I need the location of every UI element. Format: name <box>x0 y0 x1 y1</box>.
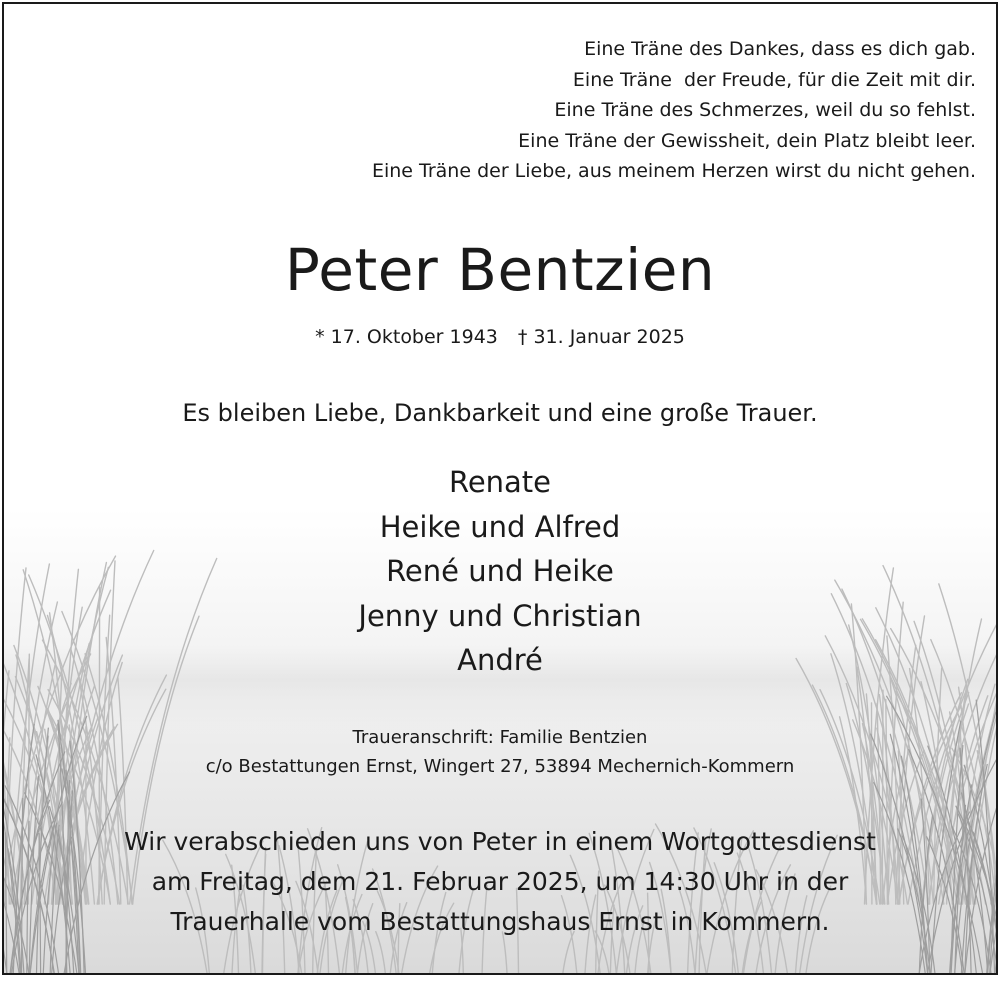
mourner-name: Heike und Alfred <box>379 509 621 544</box>
mourner-name: André <box>457 643 543 677</box>
mourner-name: Renate <box>448 465 552 499</box>
obituary-card <box>2 2 998 975</box>
address-line: Traueranschrift: Familie Bentzien <box>352 727 648 748</box>
address-line: c/o Bestattungen Ernst, Wingert 27, 53894 Mechernich-Kommern <box>205 756 795 777</box>
poem-line: Eine Träne des Dankes, dass es dich gab. <box>584 38 976 60</box>
service-line: am Freitag, dem 21. Februar 2025, um 14:30 Uhr in der <box>151 867 849 896</box>
poem-verse <box>372 34 976 187</box>
birth-date: * 17. Oktober 1943 <box>315 326 498 348</box>
poem-line: Eine Träne des Schmerzes, weil du so fehlst. <box>554 99 976 121</box>
mourning-address <box>4 723 996 781</box>
service-line: Trauerhalle vom Bestattungshaus Ernst in Kommern. <box>170 907 830 936</box>
funeral-service-notice <box>4 822 996 942</box>
poem-line: Eine Träne der Gewissheit, dein Platz bleibt leer. <box>518 129 976 152</box>
poem-line: Eine Träne der Liebe, aus meinem Herzen wirst du nicht gehen. <box>371 160 976 182</box>
death-date: † 31. Januar 2025 <box>517 326 685 348</box>
poem-line: Eine Träne der Freude, für die Zeit mit dir. <box>572 68 976 91</box>
mourners-list <box>4 460 996 683</box>
service-line: Wir verabschieden uns von Peter in einem Wortgottesdienst <box>124 827 876 856</box>
mourner-name: René und Heike <box>386 554 614 588</box>
mourning-motto: Es bleiben Liebe, Dankbarkeit und eine große Trauer. <box>182 399 818 427</box>
deceased-name: Peter Bentzien <box>284 236 716 304</box>
mourner-name: Jenny und Christian <box>358 598 642 633</box>
life-dates <box>4 326 996 348</box>
